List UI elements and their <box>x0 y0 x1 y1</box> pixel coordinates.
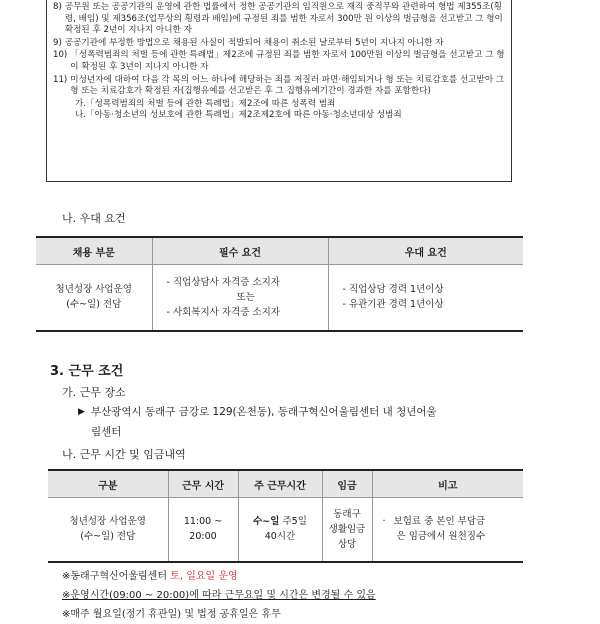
criteria-item-8: 8) 공무원 또는 공공기관의 운영에 관한 법률에서 정한 공공기관의 임직원으로 재직 중직무와 관련하여 형법 제355조(횡령, 배임) 및 제356조(업무상의 횡령과 배임)에 규정된 죄를 범한 자로서 300만 원 이상의 벌금형을 선고받고 그 형이 확정된 후 2년이 지나지 아니한 자 <box>53 2 503 36</box>
work-conditions-table <box>48 469 523 563</box>
note-operating-hours: ※운영시간(09:00 ~ 20:00)에 따라 근무요일 및 시간은 변경될 수 있음 <box>62 590 376 601</box>
work-place-heading: 가. 근무 장소 <box>62 386 126 399</box>
criteria-item-9: 9) 공공기관에 부정한 방법으로 채용된 사실이 적발되어 채용이 취소된 날로부터 5년이 지나지 아니한 자 <box>53 37 444 48</box>
criteria-sub-ga: 가.「성폭력범죄의 처벌 등에 관한 특례법」제2조에 따른 성폭력 범죄 <box>75 98 336 109</box>
note-holidays: ※매주 월요일(정기 휴관일) 및 법정 공휴일은 휴무 <box>62 609 281 620</box>
wage-cell: 동래구 생활임금 상당 <box>322 498 372 562</box>
header-weekly-hours: 주 근무시간 <box>238 470 322 498</box>
weekly-hours-cell: 수~일 주5일 40시간 <box>238 498 322 562</box>
table-row <box>48 498 523 562</box>
note-operating-days: ※동래구혁신어울림센터 토, 일요일 운영 <box>62 571 238 582</box>
header-required: 필수 요건 <box>152 237 328 265</box>
criteria-sub-na: 나.「아동·청소년의 성보호에 관한 특례법」제2조제2호에 따른 아동·청소년대상 성범죄 <box>75 110 402 121</box>
dept-cell: 청년성장 사업운영 (수~일) 전담 <box>36 265 152 331</box>
header-dept: 채용 부문 <box>36 237 152 265</box>
remarks-cell: · 보험료 중 본인 부담금 은 임금에서 원천징수 <box>372 498 523 562</box>
section-3-title: 3. 근무 조건 <box>50 364 124 379</box>
work-place-address: ▶ 부산광역시 동래구 금강로 129(온천동), 동래구혁신어울림센터 내 청년어울 림센터 <box>78 402 548 442</box>
header-preferred: 우대 요건 <box>328 237 523 265</box>
preferred-requirements-table <box>36 236 523 332</box>
work-time-heading: 나. 근무 시간 및 임금내역 <box>62 448 186 461</box>
preferred-cell: - 직업상담 경력 1년이상 - 유관기관 경력 1년이상 <box>328 265 523 331</box>
preferred-heading: 나. 우대 요건 <box>62 212 126 225</box>
category-cell: 청년성장 사업운영 (수~일) 전담 <box>48 498 168 562</box>
hours-cell: 11:00 ~ 20:00 <box>168 498 238 562</box>
criteria-item-10: 10) 「성폭력범죄의 처벌 등에 관한 특례법」제2조에 규정된 죄를 범한 자로서 100만원 이상의 벌금형을 선고받고 그 형이 확정된 후 3년이 지나지 아니한 자 <box>53 50 505 72</box>
header-hours: 근무 시간 <box>168 470 238 498</box>
criteria-item-11: 11) 미성년자에 대하여 다음 각 목의 어느 하나에 해당하는 죄를 저질러 파면·해임되거나 형 또는 치료감호를 선고받아 그 형 또는 치료감호가 확정된 자(집행유예를 선고받은 후 그 집행유예기간이 경과한 자를 포함한다) <box>53 74 505 97</box>
disqualification-box <box>46 0 512 182</box>
table-header-row <box>36 237 523 265</box>
header-wage: 임금 <box>322 470 372 498</box>
required-cell: - 직업상담사 자격증 소지자 또는 - 사회복지사 자격증 소지자 <box>152 265 328 331</box>
highlight-weekend: 토, 일요일 운영 <box>170 571 238 582</box>
header-category: 구분 <box>48 470 168 498</box>
table-row <box>36 265 523 331</box>
header-remarks: 비고 <box>372 470 523 498</box>
bullet-dot-icon: · <box>382 516 386 528</box>
table-header-row <box>48 470 523 498</box>
bullet-arrow-icon: ▶ <box>78 407 85 417</box>
